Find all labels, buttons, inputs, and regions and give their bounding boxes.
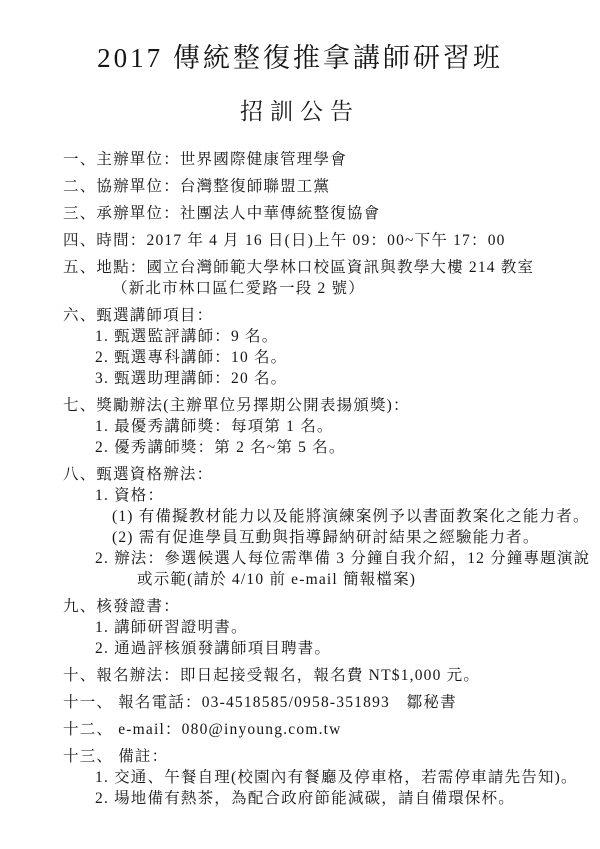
section-selection-items [0,305,600,326]
section-text: 地點：國立台灣師範大學林口校區資訊與教學大樓 214 教室 [96,259,535,276]
section-location [0,257,600,278]
sub-item: 1. 最優秀講師獎：每項第 1 名。 [95,418,334,435]
section-text: 協辦單位：台灣整復師聯盟工黨 [96,178,331,195]
doc-title: 2017 傳統整復推拿講師研習班 [97,43,503,73]
section-number: 十、 [63,667,97,684]
section-number: 九、 [63,598,97,615]
sub-item: 2. 辦法：參選候選人每位需準備 3 分鐘自我介紹，12 分鐘專題演說 [95,550,591,567]
section-text: 核發證書： [96,598,180,615]
section-number: 二、 [63,178,97,195]
announcement-list [0,149,600,809]
section-text: 備註： [118,748,169,765]
section-number: 十二、 [63,721,114,738]
section-text: e-mail：080@inyoung.com.tw [118,721,342,738]
section-phone [0,692,600,713]
section-number: 四、 [63,232,97,249]
sub-sub-item: (1) 有備擬教材能力以及能將演練案例予以書面教案化之能力者。 [112,508,590,525]
sub-sub-item: (2) 需有促進學員互動與指導歸納研討結果之經驗能力者。 [112,529,540,546]
section-organizer [0,149,600,170]
sub-item: 2. 優秀講師獎：第 2 名~第 5 名。 [95,439,346,456]
sub-item: 2. 甄選專科講師：10 名。 [95,349,288,366]
section-number: 十一、 [63,694,114,711]
section-undertaker [0,203,600,224]
section-number: 十三、 [63,748,114,765]
section-registration [0,665,600,686]
section-qualifications [0,464,600,485]
section-number: 七、 [63,397,97,414]
section-number: 八、 [63,466,97,483]
section-number: 五、 [63,259,97,276]
section-number: 一、 [63,151,97,168]
sub-item: 2. 通過評核頒發講師項目聘書。 [95,640,332,657]
section-co-organizer [0,176,600,197]
section-number: 三、 [63,205,97,222]
doc-subtitle: 招訓公告 [240,99,360,124]
section-certificates [0,596,600,617]
section-text: 甄選講師項目： [96,307,214,324]
section-text: 時間：2017 年 4 月 16 日(日)上午 09：00~下午 17：00 [96,232,506,249]
section-time [0,230,600,251]
section-awards [0,395,600,416]
section-text: 甄選資格辦法： [96,466,214,483]
sub-item: 1. 交通、午餐自理(校園內有餐廳及停車格，若需停車請先告知)。 [95,769,578,786]
section-email [0,719,600,740]
section-text: 報名電話：03-4518585/0958-351893 鄒秘書 [118,694,457,711]
section-location-address: （新北市林口區仁愛路一段 2 號） [112,280,365,297]
section-text: 主辦單位：世界國際健康管理學會 [96,151,347,168]
sub-item: 1. 甄選監評講師：9 名。 [95,328,279,345]
sub-item-continuation: 或示範(請於 4/10 前 e-mail 簡報檔案) [137,571,417,588]
section-number: 六、 [63,307,97,324]
sub-item: 2. 場地備有熱茶，為配合政府節能減碳，請自備環保杯。 [95,790,515,807]
section-notes [0,746,600,767]
section-text: 報名辦法：即日起接受報名，報名費 NT$1,000 元。 [96,667,481,684]
section-text: 承辦單位：社團法人中華傳統整復協會 [96,205,381,222]
section-text: 獎勵辦法(主辦單位另擇期公開表揚頒獎)： [96,397,410,414]
sub-item: 3. 甄選助理講師：20 名。 [95,370,288,387]
sub-item: 1. 資格： [95,487,165,504]
sub-item: 1. 講師研習證明書。 [95,619,248,636]
